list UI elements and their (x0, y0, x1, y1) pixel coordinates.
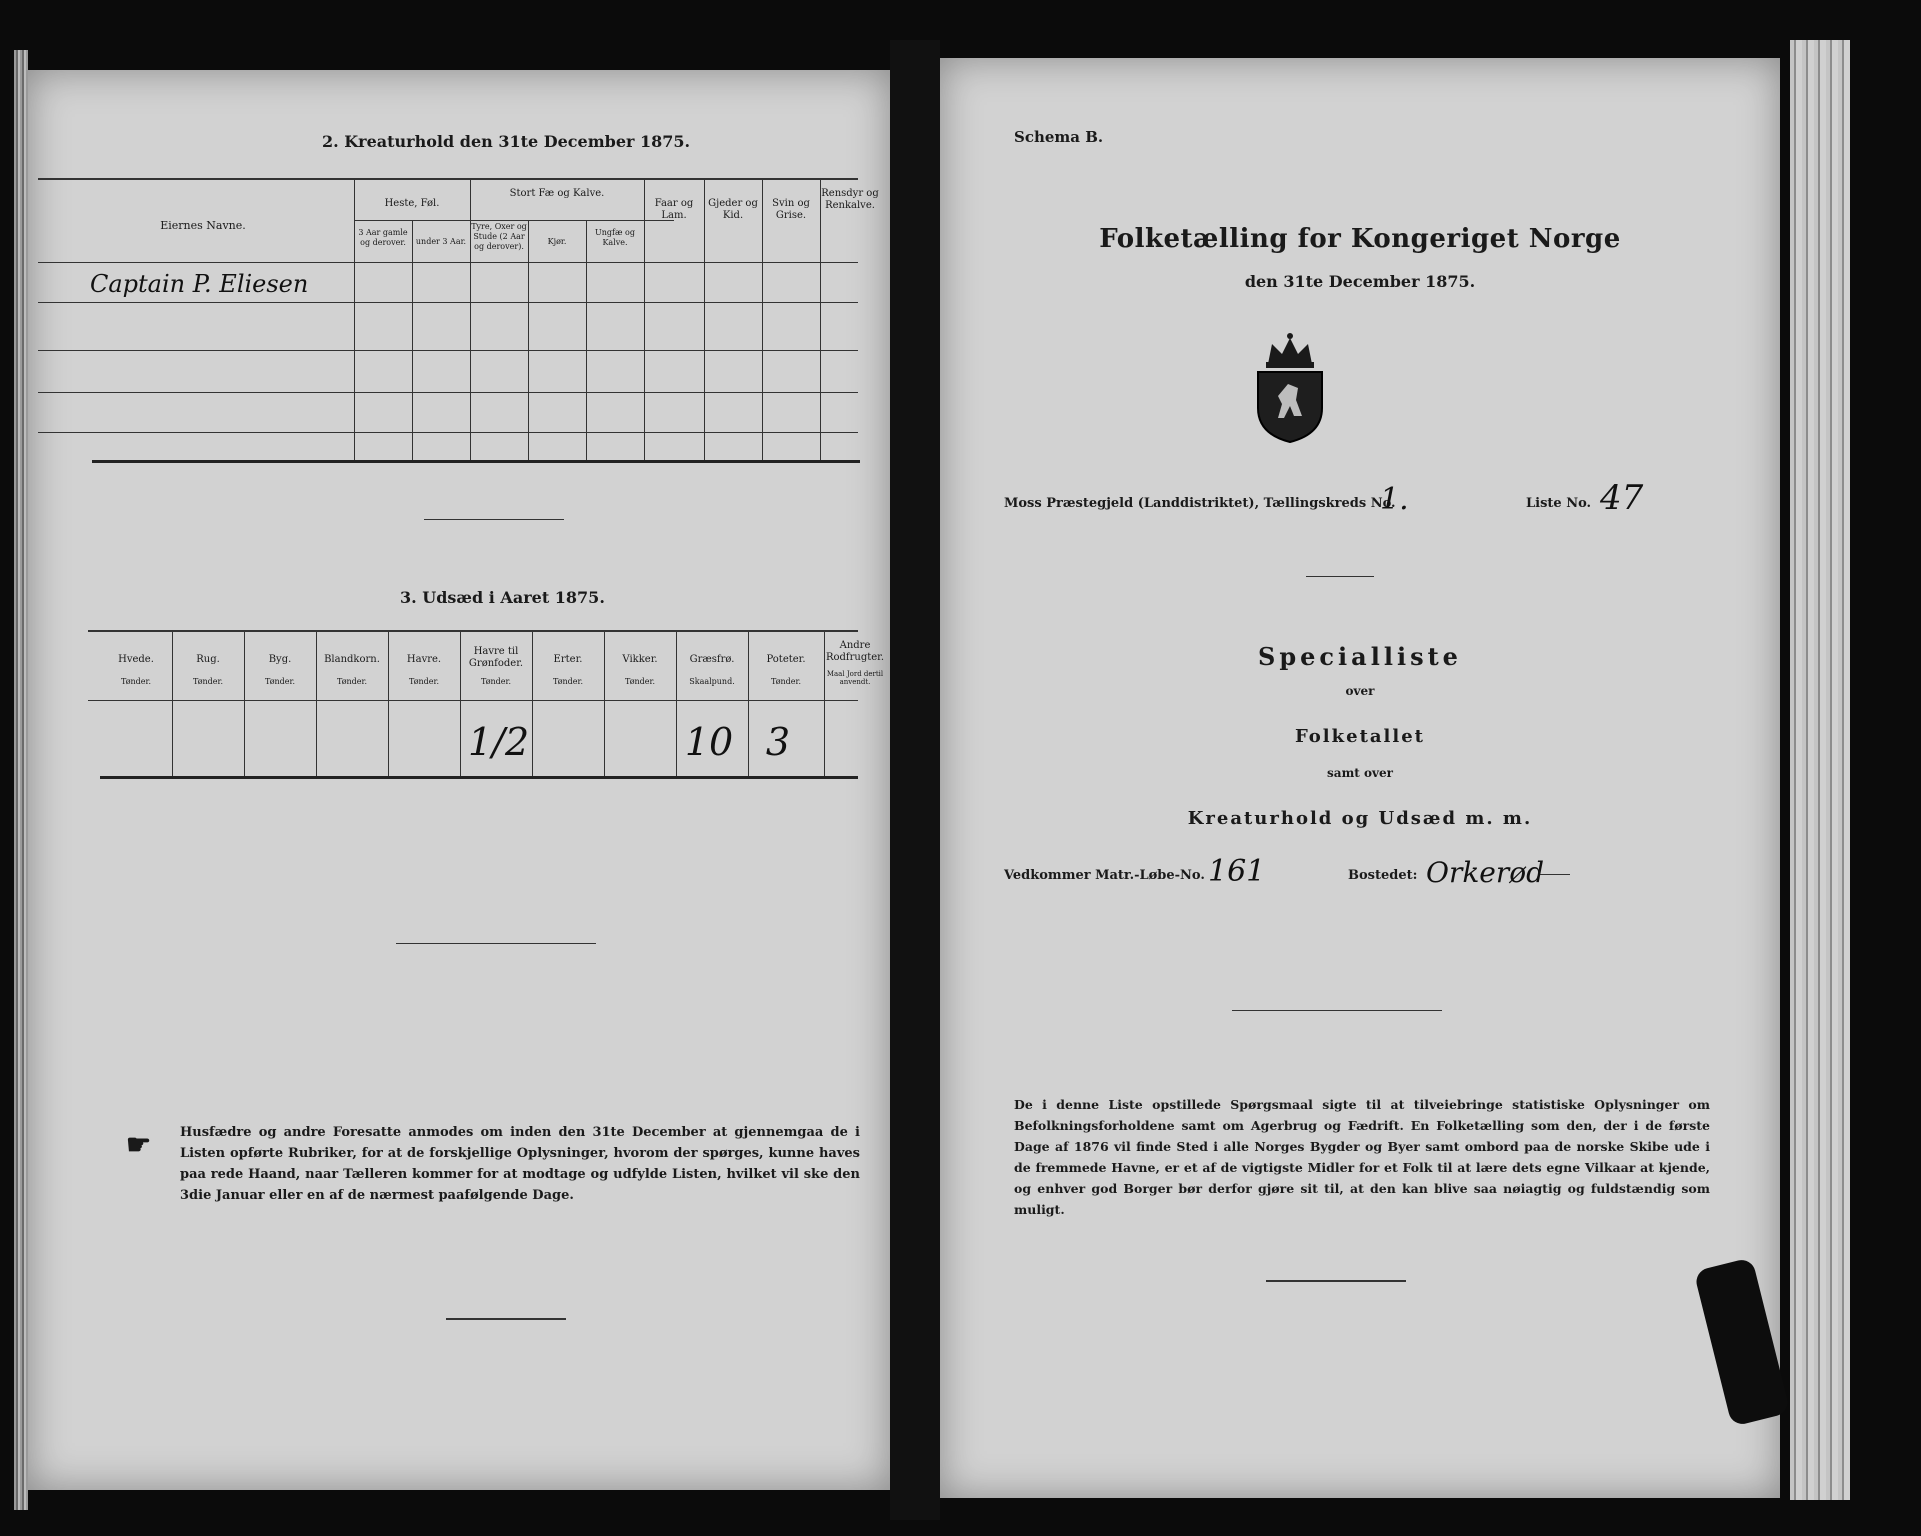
value-havre-gronfoder: 1/2 (468, 720, 530, 764)
col-erter: Erter. (553, 654, 583, 665)
main-title: Folketælling for Kongeriget Norge (1099, 224, 1621, 254)
unit-hvede: Tønder. (120, 677, 152, 686)
gjeder-col-header: Gjeder og Kid. (708, 198, 758, 221)
over-text-1: over (1345, 684, 1375, 698)
matr-label: Vedkommer Matr.-Løbe-No. (1004, 868, 1205, 883)
samt-over-text: samt over (1327, 766, 1393, 780)
pointing-hand-icon: ☛ (126, 1128, 152, 1161)
col-havre-gronfoder: Havre til Grønfoder. (468, 646, 524, 669)
section3-title: 3. Udsæd i Aaret 1875. (400, 588, 605, 607)
value-poteter: 3 (765, 720, 791, 764)
unit-byg: Tønder. (264, 677, 296, 686)
unit-havre: Tønder. (408, 677, 440, 686)
coat-of-arms-icon (1250, 326, 1330, 446)
kreaturhold-text: Kreaturhold og Udsæd m. m. (1187, 808, 1533, 829)
col-poteter: Poteter. (766, 654, 806, 665)
col-blandkorn: Blandkorn. (324, 654, 380, 665)
schema-label: Schema B. (1014, 128, 1104, 146)
bostedet-label: Bostedet: (1348, 868, 1418, 883)
liste-label: Liste No. (1526, 496, 1592, 511)
matr-no-value: 161 (1208, 854, 1266, 889)
svin-col-header: Svin og Grise. (772, 198, 810, 221)
page-edge-right (1790, 40, 1850, 1500)
col-rug: Rug. (196, 654, 220, 665)
col-havre: Havre. (406, 654, 442, 665)
unit-erter: Tønder. (552, 677, 584, 686)
bostedet-value: Orkerød (1426, 856, 1545, 889)
kreds-no-value: 1. (1380, 482, 1409, 517)
rensdyr-col-header: Rensdyr og Renkalve. (821, 188, 879, 211)
divider-right-1 (1306, 576, 1374, 577)
book-spine (890, 40, 940, 1520)
faar-col-header: Faar og Lam. (654, 198, 694, 221)
stort-sub-2: Kjør. (547, 237, 567, 246)
unit-havre-gronfoder: Tønder. (480, 677, 512, 686)
unit-poteter: Tønder. (770, 677, 802, 686)
heste-group-header: Heste, Føl. (384, 198, 440, 209)
district-line: Moss Præstegjeld (Landdistriktet), Tællingskreds No. (1004, 496, 1396, 511)
bostedet-dash (1540, 874, 1570, 875)
section2-title: 2. Kreaturhold den 31te December 1875. (322, 132, 691, 151)
col-andre-rodfrugter: Andre Rodfrugter. (825, 640, 885, 663)
notice-text: Husfædre og andre Foresatte anmodes om inden den 31te December at gjennemgaa de i Listen opførte Rubriker, for at de forskjellige Oplysninger, hvorom der spørges, kunne haves paa rede Haand, naar Tælleren kommer for at modtage og udfylde Listen, hvilket vil ske den 3die Januar eller en af de nærmest paafølgende Dage. (180, 1125, 860, 1203)
col-vikker: Vikker. (622, 654, 658, 665)
owner-name-entry: Captain P. Eliesen (90, 270, 309, 298)
unit-rug: Tønder. (192, 677, 224, 686)
divider-1 (424, 519, 564, 520)
divider-right-2 (1232, 1010, 1442, 1011)
right-page (940, 58, 1780, 1498)
folketallet-text: Folketallet (1295, 726, 1425, 747)
unit-vikker: Tønder. (624, 677, 656, 686)
unit-graesfro: Skaalpund. (689, 677, 735, 686)
owner-col-header: Eiernes Navne. (160, 219, 246, 232)
divider-right-3 (1266, 1280, 1406, 1282)
col-byg: Byg. (268, 654, 292, 665)
specialliste-title: Specialliste (1258, 642, 1462, 671)
heste-sub-2: under 3 Aar. (415, 237, 467, 246)
liste-no-value: 47 (1600, 478, 1644, 518)
divider-2 (396, 943, 596, 944)
left-page (28, 70, 890, 1490)
title-date: den 31te December 1875. (1244, 272, 1476, 291)
info-paragraph: De i denne Liste opstillede Spørgsmaal sigte til at tilveiebringe statistiske Oplysninger om Befolkningsforholdene samt om Agerbrug og Fædrift. En Folketælling som den, der i de første Dage af 1876 vil finde Sted i alle Norges Bygder og Byer samt ombord paa de norske Skibe ude i de fremmede Havne, er et af de vigtigste Midler for et Folk til at lære dets egne Vilkaar at kjende, og enhver god Borger bør derfor gjøre sit til, at den kan blive saa nøiagtig og fuldstændig som muligt. (1014, 1097, 1710, 1217)
stort-sub-1: Tyre, Oxer og Stude (2 Aar og derover). (471, 222, 527, 251)
heste-sub-1: 3 Aar gamle og derover. (358, 228, 408, 247)
unit-andre-rodfrugter: Maal Jord dertil anvendt. (826, 670, 884, 686)
stort-fae-group-header: Stort Fæ og Kalve. (509, 188, 605, 199)
col-hvede: Hvede. (118, 654, 154, 665)
divider-3 (446, 1318, 566, 1320)
page-edge-left (14, 50, 28, 1510)
unit-blandkorn: Tønder. (336, 677, 368, 686)
col-graesfro: Græsfrø. (689, 654, 735, 665)
value-graesfro: 10 (684, 720, 734, 764)
stort-sub-3: Ungfæ og Kalve. (595, 228, 635, 247)
